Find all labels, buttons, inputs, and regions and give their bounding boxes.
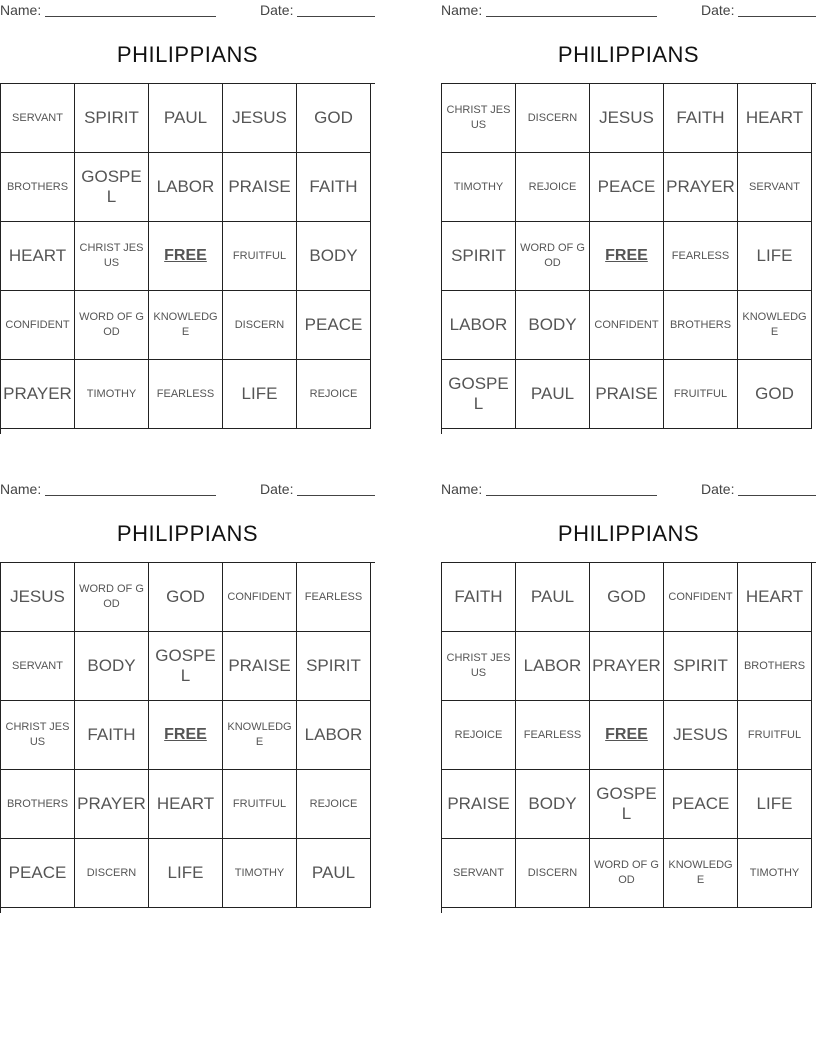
bingo-cell: PAUL: [516, 360, 590, 429]
bingo-cell: FEARLESS: [516, 701, 590, 770]
bingo-cell: HEART: [1, 222, 75, 291]
bingo-cell: LABOR: [442, 291, 516, 360]
name-blank-line: [486, 2, 657, 17]
free-space-cell: FREE: [149, 701, 223, 770]
card-title: PHILIPPIANS: [557, 521, 700, 546]
bingo-cell: REJOICE: [516, 153, 590, 222]
bingo-cell: WORD OF GOD: [516, 222, 590, 291]
bingo-cell: CONFIDENT: [590, 291, 664, 360]
bingo-cell: TIMOTHY: [223, 839, 297, 908]
bingo-cell: HEART: [738, 563, 812, 632]
bingo-cell: FRUITFUL: [738, 701, 812, 770]
bingo-card: [441, 0, 816, 432]
bingo-cell: GOSPEL: [75, 153, 149, 222]
bingo-cell: DISCERN: [223, 291, 297, 360]
bingo-cell: GOSPEL: [442, 360, 516, 429]
free-space-cell: FREE: [590, 701, 664, 770]
bingo-cell: REJOICE: [297, 360, 371, 429]
bingo-cell: FRUITFUL: [223, 222, 297, 291]
card-title: PHILIPPIANS: [116, 42, 259, 67]
bingo-cell: LABOR: [297, 701, 371, 770]
bingo-cell: LIFE: [738, 770, 812, 839]
card-header: [0, 479, 375, 501]
date-blank-line: [297, 481, 375, 496]
bingo-cell: LIFE: [149, 839, 223, 908]
bingo-cell: KNOWLEDGE: [738, 291, 812, 360]
bingo-cell: PRAYER: [664, 153, 738, 222]
date-label: Date:: [260, 481, 294, 497]
bingo-card: [0, 0, 375, 432]
bingo-grid: [0, 83, 375, 434]
bingo-cell: KNOWLEDGE: [223, 701, 297, 770]
bingo-cell: BROTHERS: [738, 632, 812, 701]
date-blank-line: [738, 481, 816, 496]
bingo-cell: PEACE: [590, 153, 664, 222]
bingo-cell: PRAISE: [442, 770, 516, 839]
name-blank-line: [45, 2, 216, 17]
bingo-cell: TIMOTHY: [442, 153, 516, 222]
bingo-cell: WORD OF GOD: [590, 839, 664, 908]
name-label: Name:: [0, 2, 42, 18]
date-label: Date:: [701, 481, 735, 497]
bingo-cell: KNOWLEDGE: [664, 839, 738, 908]
bingo-cell: CHRIST JESUS: [1, 701, 75, 770]
name-label: Name:: [441, 481, 483, 497]
date-blank-line: [738, 2, 816, 17]
date-label: Date:: [260, 2, 294, 18]
bingo-cell: PRAISE: [223, 632, 297, 701]
bingo-cell: LIFE: [223, 360, 297, 429]
bingo-cell: FAITH: [664, 84, 738, 153]
bingo-cell: FEARLESS: [297, 563, 371, 632]
bingo-cell: SERVANT: [1, 84, 75, 153]
name-label: Name:: [441, 2, 483, 18]
bingo-cell: JESUS: [223, 84, 297, 153]
bingo-cell: BODY: [516, 291, 590, 360]
bingo-cell: PRAISE: [590, 360, 664, 429]
bingo-cell: BROTHERS: [1, 153, 75, 222]
bingo-cell: SERVANT: [738, 153, 812, 222]
free-space-cell: FREE: [149, 222, 223, 291]
bingo-cell: JESUS: [1, 563, 75, 632]
bingo-cell: LABOR: [516, 632, 590, 701]
bingo-cell: DISCERN: [516, 839, 590, 908]
bingo-cell: CONFIDENT: [223, 563, 297, 632]
bingo-cell: BODY: [75, 632, 149, 701]
date-label: Date:: [701, 2, 735, 18]
bingo-cell: BODY: [297, 222, 371, 291]
bingo-grid: [441, 562, 816, 913]
bingo-cell: CHRIST JESUS: [75, 222, 149, 291]
bingo-cell: HEART: [738, 84, 812, 153]
bingo-cell: JESUS: [664, 701, 738, 770]
bingo-cell: BODY: [516, 770, 590, 839]
bingo-cell: DISCERN: [75, 839, 149, 908]
bingo-grid: [0, 562, 375, 913]
bingo-cell: FEARLESS: [664, 222, 738, 291]
bingo-cell: GOSPEL: [149, 632, 223, 701]
bingo-cell: DISCERN: [516, 84, 590, 153]
bingo-cell: SERVANT: [442, 839, 516, 908]
card-title: PHILIPPIANS: [557, 42, 700, 67]
bingo-cell: PEACE: [664, 770, 738, 839]
bingo-cell: HEART: [149, 770, 223, 839]
bingo-cell: PRAYER: [1, 360, 75, 429]
bingo-cell: CONFIDENT: [664, 563, 738, 632]
bingo-cell: REJOICE: [442, 701, 516, 770]
bingo-cell: TIMOTHY: [75, 360, 149, 429]
bingo-cell: FAITH: [297, 153, 371, 222]
bingo-cell: KNOWLEDGE: [149, 291, 223, 360]
bingo-cell: WORD OF GOD: [75, 291, 149, 360]
bingo-cell: GOD: [149, 563, 223, 632]
bingo-cell: PAUL: [297, 839, 371, 908]
bingo-cell: SPIRIT: [297, 632, 371, 701]
bingo-cell: SPIRIT: [664, 632, 738, 701]
name-blank-line: [45, 481, 216, 496]
bingo-cell: SPIRIT: [75, 84, 149, 153]
bingo-cell: FEARLESS: [149, 360, 223, 429]
bingo-cell: CHRIST JESUS: [442, 632, 516, 701]
name-label: Name:: [0, 481, 42, 497]
bingo-cell: LABOR: [149, 153, 223, 222]
card-title: PHILIPPIANS: [116, 521, 259, 546]
bingo-cell: PEACE: [297, 291, 371, 360]
card-header: [441, 0, 816, 22]
bingo-cell: SPIRIT: [442, 222, 516, 291]
bingo-cell: PAUL: [149, 84, 223, 153]
bingo-cell: PRAISE: [223, 153, 297, 222]
bingo-cell: CHRIST JESUS: [442, 84, 516, 153]
bingo-cell: GOD: [590, 563, 664, 632]
bingo-cell: PRAYER: [75, 770, 149, 839]
name-blank-line: [486, 481, 657, 496]
bingo-cell: BROTHERS: [664, 291, 738, 360]
bingo-cell: BROTHERS: [1, 770, 75, 839]
bingo-cell: LIFE: [738, 222, 812, 291]
bingo-cell: JESUS: [590, 84, 664, 153]
bingo-cell: FAITH: [75, 701, 149, 770]
bingo-cell: WORD OF GOD: [75, 563, 149, 632]
bingo-cell: SERVANT: [1, 632, 75, 701]
bingo-cell: FAITH: [442, 563, 516, 632]
bingo-cell: PAUL: [516, 563, 590, 632]
bingo-cell: CONFIDENT: [1, 291, 75, 360]
bingo-card: [0, 479, 375, 911]
bingo-card: [441, 479, 816, 911]
free-space-cell: FREE: [590, 222, 664, 291]
date-blank-line: [297, 2, 375, 17]
card-header: [441, 479, 816, 501]
card-header: [0, 0, 375, 22]
bingo-grid: [441, 83, 816, 434]
bingo-cell: FRUITFUL: [223, 770, 297, 839]
bingo-cell: FRUITFUL: [664, 360, 738, 429]
bingo-cell: REJOICE: [297, 770, 371, 839]
bingo-cell: GOD: [738, 360, 812, 429]
bingo-cell: PEACE: [1, 839, 75, 908]
bingo-cell: GOSPEL: [590, 770, 664, 839]
bingo-cell: TIMOTHY: [738, 839, 812, 908]
bingo-cell: GOD: [297, 84, 371, 153]
bingo-cell: PRAYER: [590, 632, 664, 701]
